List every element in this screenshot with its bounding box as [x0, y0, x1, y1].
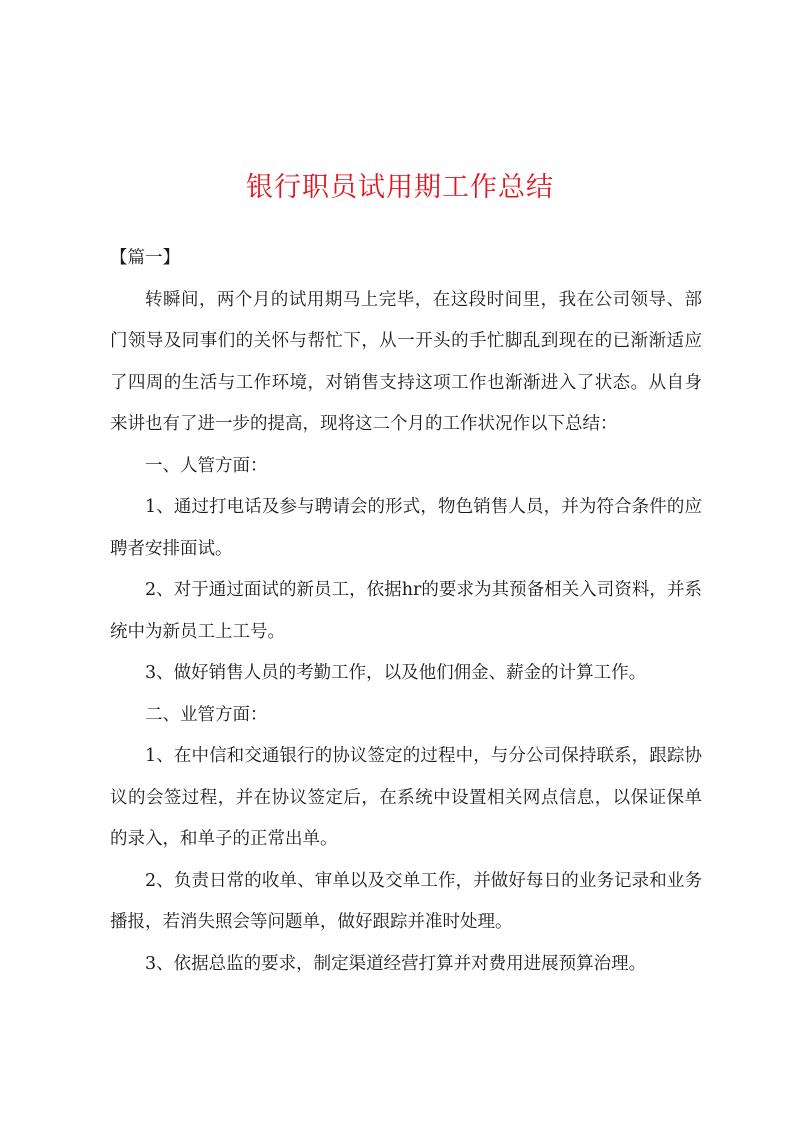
document-body [110, 238, 702, 985]
paragraph-business-3: 3、依据总监的要求，制定渠道经营打算并对费用进展预算治理。 [145, 953, 647, 974]
paragraph-business-1: 1、在中信和交通银行的协议签定的过程中，与分公司保持联系，跟踪协议的会签过程，并在协议签定后，在系统中设置相关网点信息，以保证保单的录入，和单子的正常出单。 [110, 746, 702, 849]
paragraph-personnel-1: 1、通过打电话及参与聘请会的形式，物色销售人员，并为符合条件的应聘者安排面试。 [110, 497, 702, 559]
paragraph-personnel-3: 3、做好销售人员的考勤工作，以及他们佣金、薪金的计算工作。 [145, 663, 647, 683]
document-title: 银行职员试用期工作总结 [246, 172, 554, 203]
heading-personnel: 一、人管方面： [145, 455, 268, 476]
section-label: 【篇一】 [110, 248, 180, 268]
paragraph-personnel-2: 2、对于通过面试的新员工，依据hr的要求为其预备相关入司资料，并系统中为新员工上工号。 [110, 580, 702, 642]
paragraph-intro: 转瞬间，两个月的试用期马上完毕，在这段时间里，我在公司领导、部门领导及同事们的关怀与帮忙下，从一开头的手忙脚乱到现在的已渐渐适应了四周的生活与工作环境，对销售支持这项工作也渐渐进入了状态。从自身来讲也有了进一步的提高，现将这二个月的工作状况作以下总结： [110, 289, 702, 434]
paragraph-business-2: 2、负责日常的收单、审单以及交单工作，并做好每日的业务记录和业务播报，若消失照会等问题单，做好跟踪并准时处理。 [110, 870, 702, 932]
heading-business: 二、业管方面： [145, 704, 268, 725]
